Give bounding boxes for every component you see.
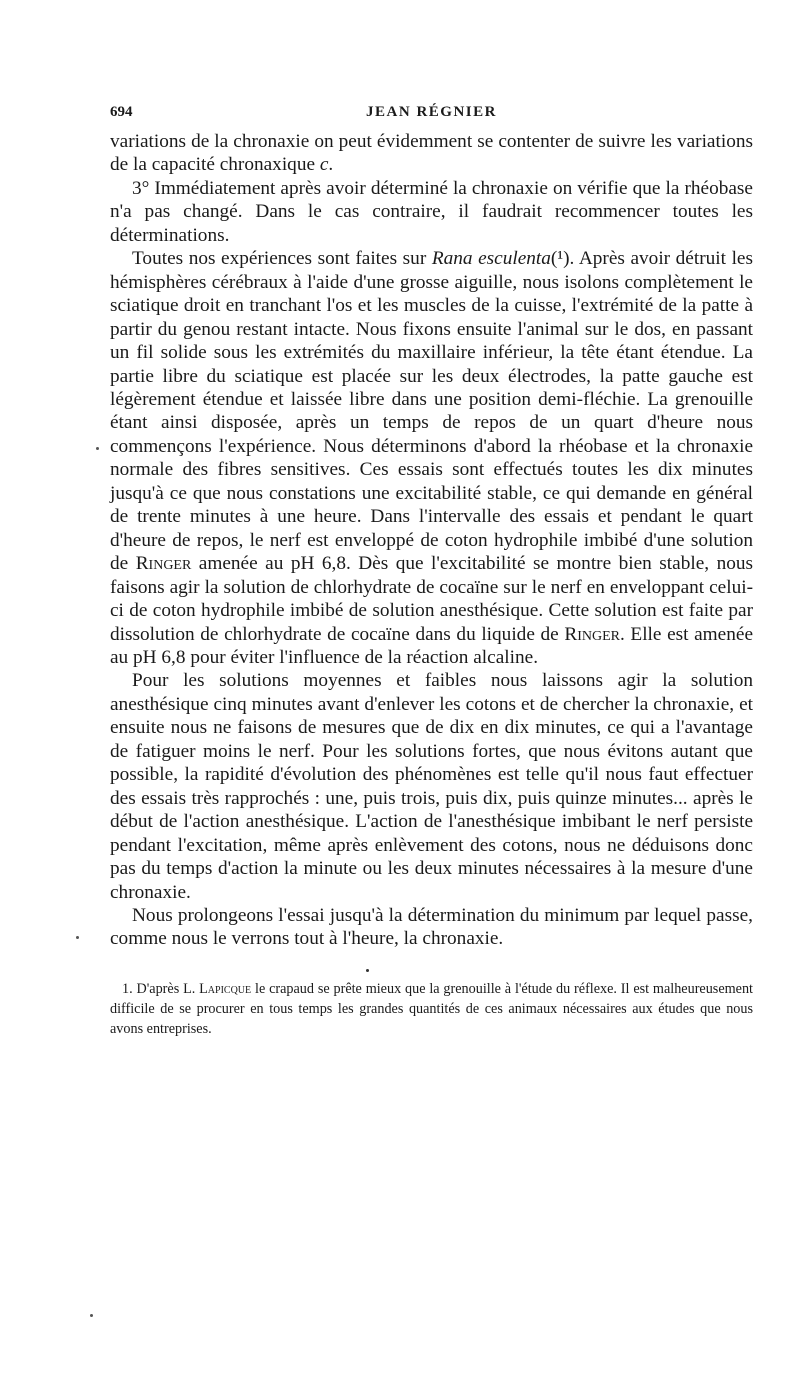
page	[110, 104, 753, 1039]
ringer-name: Ringer	[564, 623, 620, 645]
species-name: Rana esculenta	[431, 248, 551, 270]
page-number: 694	[110, 104, 133, 120]
footnote: 1. D'après L. Lapicque le crapaud se prête mieux que la grenouille à l'étude du réflexe. Il est malheureusement difficile de se procurer en tous temps les grandes quantités de ces animaux nécessaires aux études que nous avons entreprises.	[110, 980, 753, 1037]
separator-dot	[366, 969, 369, 972]
body-text	[110, 130, 753, 951]
paragraph-1: variations de la chronaxie on peut évidemment se contenter de suivre les variations de la capacité chronaxique c.	[110, 131, 753, 176]
paragraph-2: 3° Immédiatement après avoir déterminé la chronaxie on vérifie que la rhéobase n'a pas changé. Dans le cas contraire, il faudrait recommencer toutes les déterminations.	[110, 177, 753, 246]
paragraph-3: Toutes nos expériences sont faites sur Rana esculenta(¹). Après avoir détruit les hémisphères cérébraux à l'aide d'une grosse aiguille, nous isolons complètement le sciatique droit en tranchant l'os et les muscles de la cuisse, l'extrémité de la patte à partir du genou restant intacte. Nous fixons ensuite l'animal sur le dos, en passant un fil solide sous les extrémités du maxillaire inférieur, la tête étant étendue. La partie libre du sciatique est placée sur les deux électrodes, la patte gauche est légèrement étendue et laissée libre dans une position demi-fléchie. La grenouille étant ainsi disposée, après un temps de repos de un quart d'heure nous commençons l'expérience. Nous déterminons d'abord la rhéobase et la chronaxie normale des fibres sensitives. Ces essais sont effectués toutes les dix minutes jusqu'à ce que nous constations une excitabilité stable, ce qui demande en général de trente minutes à une heure. Dans l'intervalle des essais et pendant le quart d'heure de repos, le nerf est enveloppé de coton hydrophile imbibé d'une solution de Ringer amenée au pH 6,8. Dès que l'excitabilité se montre bien stable, nous faisons agir la solution de chlorhydrate de cocaïne sur le nerf en enveloppant celui-ci de coton hydrophile imbibé de solution anesthésique. Cette solution est faite par dissolution de chlorhydrate de cocaïne dans du liquide de Ringer. Elle est amenée au pH 6,8 pour éviter l'influence de la réaction alcaline.	[110, 248, 753, 668]
page-header	[110, 104, 753, 130]
author-name: Lapicque	[199, 980, 252, 997]
margin-mark	[76, 936, 79, 939]
running-head: JEAN RÉGNIER	[366, 104, 497, 120]
paragraph-4: Pour les solutions moyennes et faibles nous laissons agir la solution anesthésique cinq minutes avant d'enlever les cotons et de chercher la chronaxie, et ensuite nous ne faisons de mesures que de dix en dix minutes, ce qui a l'avantage de fatiguer moins le nerf. Pour les solutions fortes, que nous évitons autant que possible, la rapidité d'évolution des phénomènes est telle qu'il nous faut effectuer des essais très rapprochés : une, puis trois, puis dix, puis quinze minutes... après le début de l'action anesthésique. L'action de l'anesthésique imbibant le nerf persiste pendant l'excitation, même après enlèvement des cotons, nous ne déduisons donc pas du temps d'action la minute ou les deux minutes nécessaires à la mesure d'une chronaxie.	[110, 670, 753, 903]
footnote-ref: (¹)	[550, 248, 570, 270]
ringer-name: Ringer	[135, 553, 192, 575]
paragraph-5: Nous prolongeons l'essai jusqu'à la détermination du minimum par lequel passe, comme nous le verrons tout à l'heure, la chronaxie.	[110, 904, 753, 950]
margin-mark	[96, 447, 99, 450]
footnote-separator	[110, 951, 753, 979]
margin-mark	[90, 1314, 93, 1317]
